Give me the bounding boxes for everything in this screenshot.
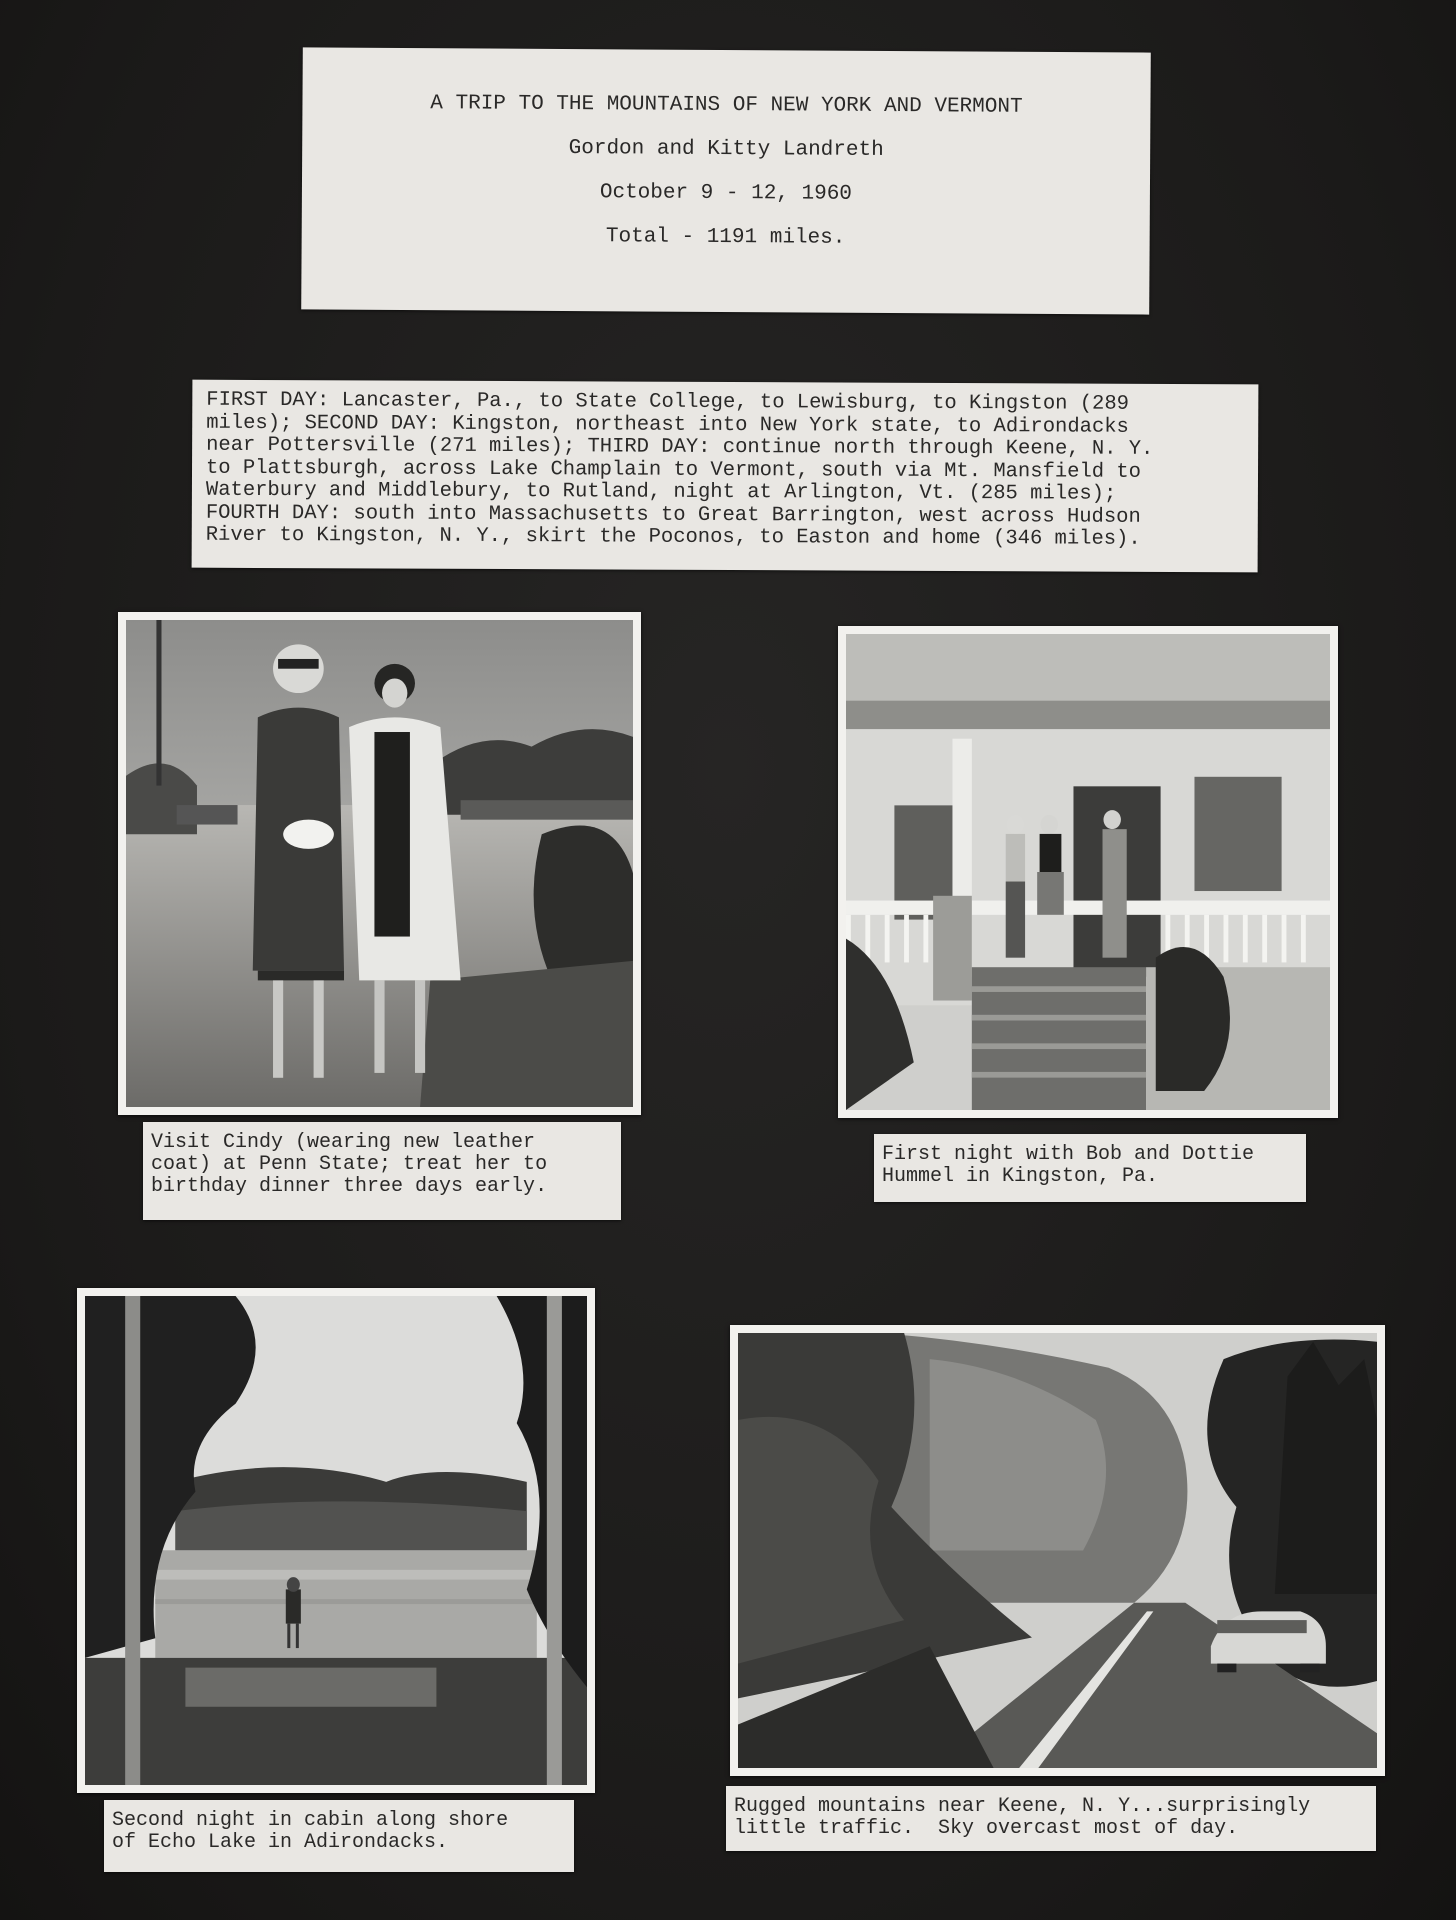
- itinerary-text: FIRST DAY: Lancaster, Pa., to State College, to Lewisburg, to Kingston (289 miles); SECOND DAY: Kingston, northeast into New York state, to Adirondacks near Pottersville (271 miles); THIRD DAY: continue north through Keene, N. Y. to Plattsburgh, across Lake Champlain to Vermont, south via Mt. Mansfield to Waterbury and Middlebury, to Rutland, night at Arlington, Vt. (285 miles); FOURTH DAY: south into Massachusetts to Great Barrington, west across Hudson River to Kingston, N. Y., skirt the Poconos, to Easton and home (346 miles).: [192, 380, 1259, 573]
- caption-photo-3: Second night in cabin along shore of Echo Lake in Adirondacks.: [104, 1800, 574, 1872]
- photo-two-women-parking-lot: [118, 612, 641, 1115]
- caption-photo-4: Rugged mountains near Keene, N. Y...surprisingly little traffic. Sky overcast most of day.: [726, 1786, 1376, 1851]
- trip-dates: October 9 - 12, 1960: [599, 181, 853, 206]
- title-card: [301, 47, 1151, 314]
- caption-photo-1: Visit Cindy (wearing new leather coat) at Penn State; treat her to birthday dinner three days early.: [143, 1122, 621, 1220]
- trip-title: A TRIP TO THE MOUNTAINS OF NEW YORK AND VERMONT: [430, 92, 1023, 119]
- photo-echo-lake: [77, 1288, 595, 1793]
- photo-mountain-road: [730, 1325, 1385, 1776]
- photo-porch-group: [838, 626, 1338, 1118]
- travelers-names: Gordon and Kitty Landreth: [568, 137, 884, 162]
- caption-photo-2: First night with Bob and Dottie Hummel in Kingston, Pa.: [874, 1134, 1306, 1202]
- trip-total-miles: Total - 1191 miles.: [605, 225, 846, 250]
